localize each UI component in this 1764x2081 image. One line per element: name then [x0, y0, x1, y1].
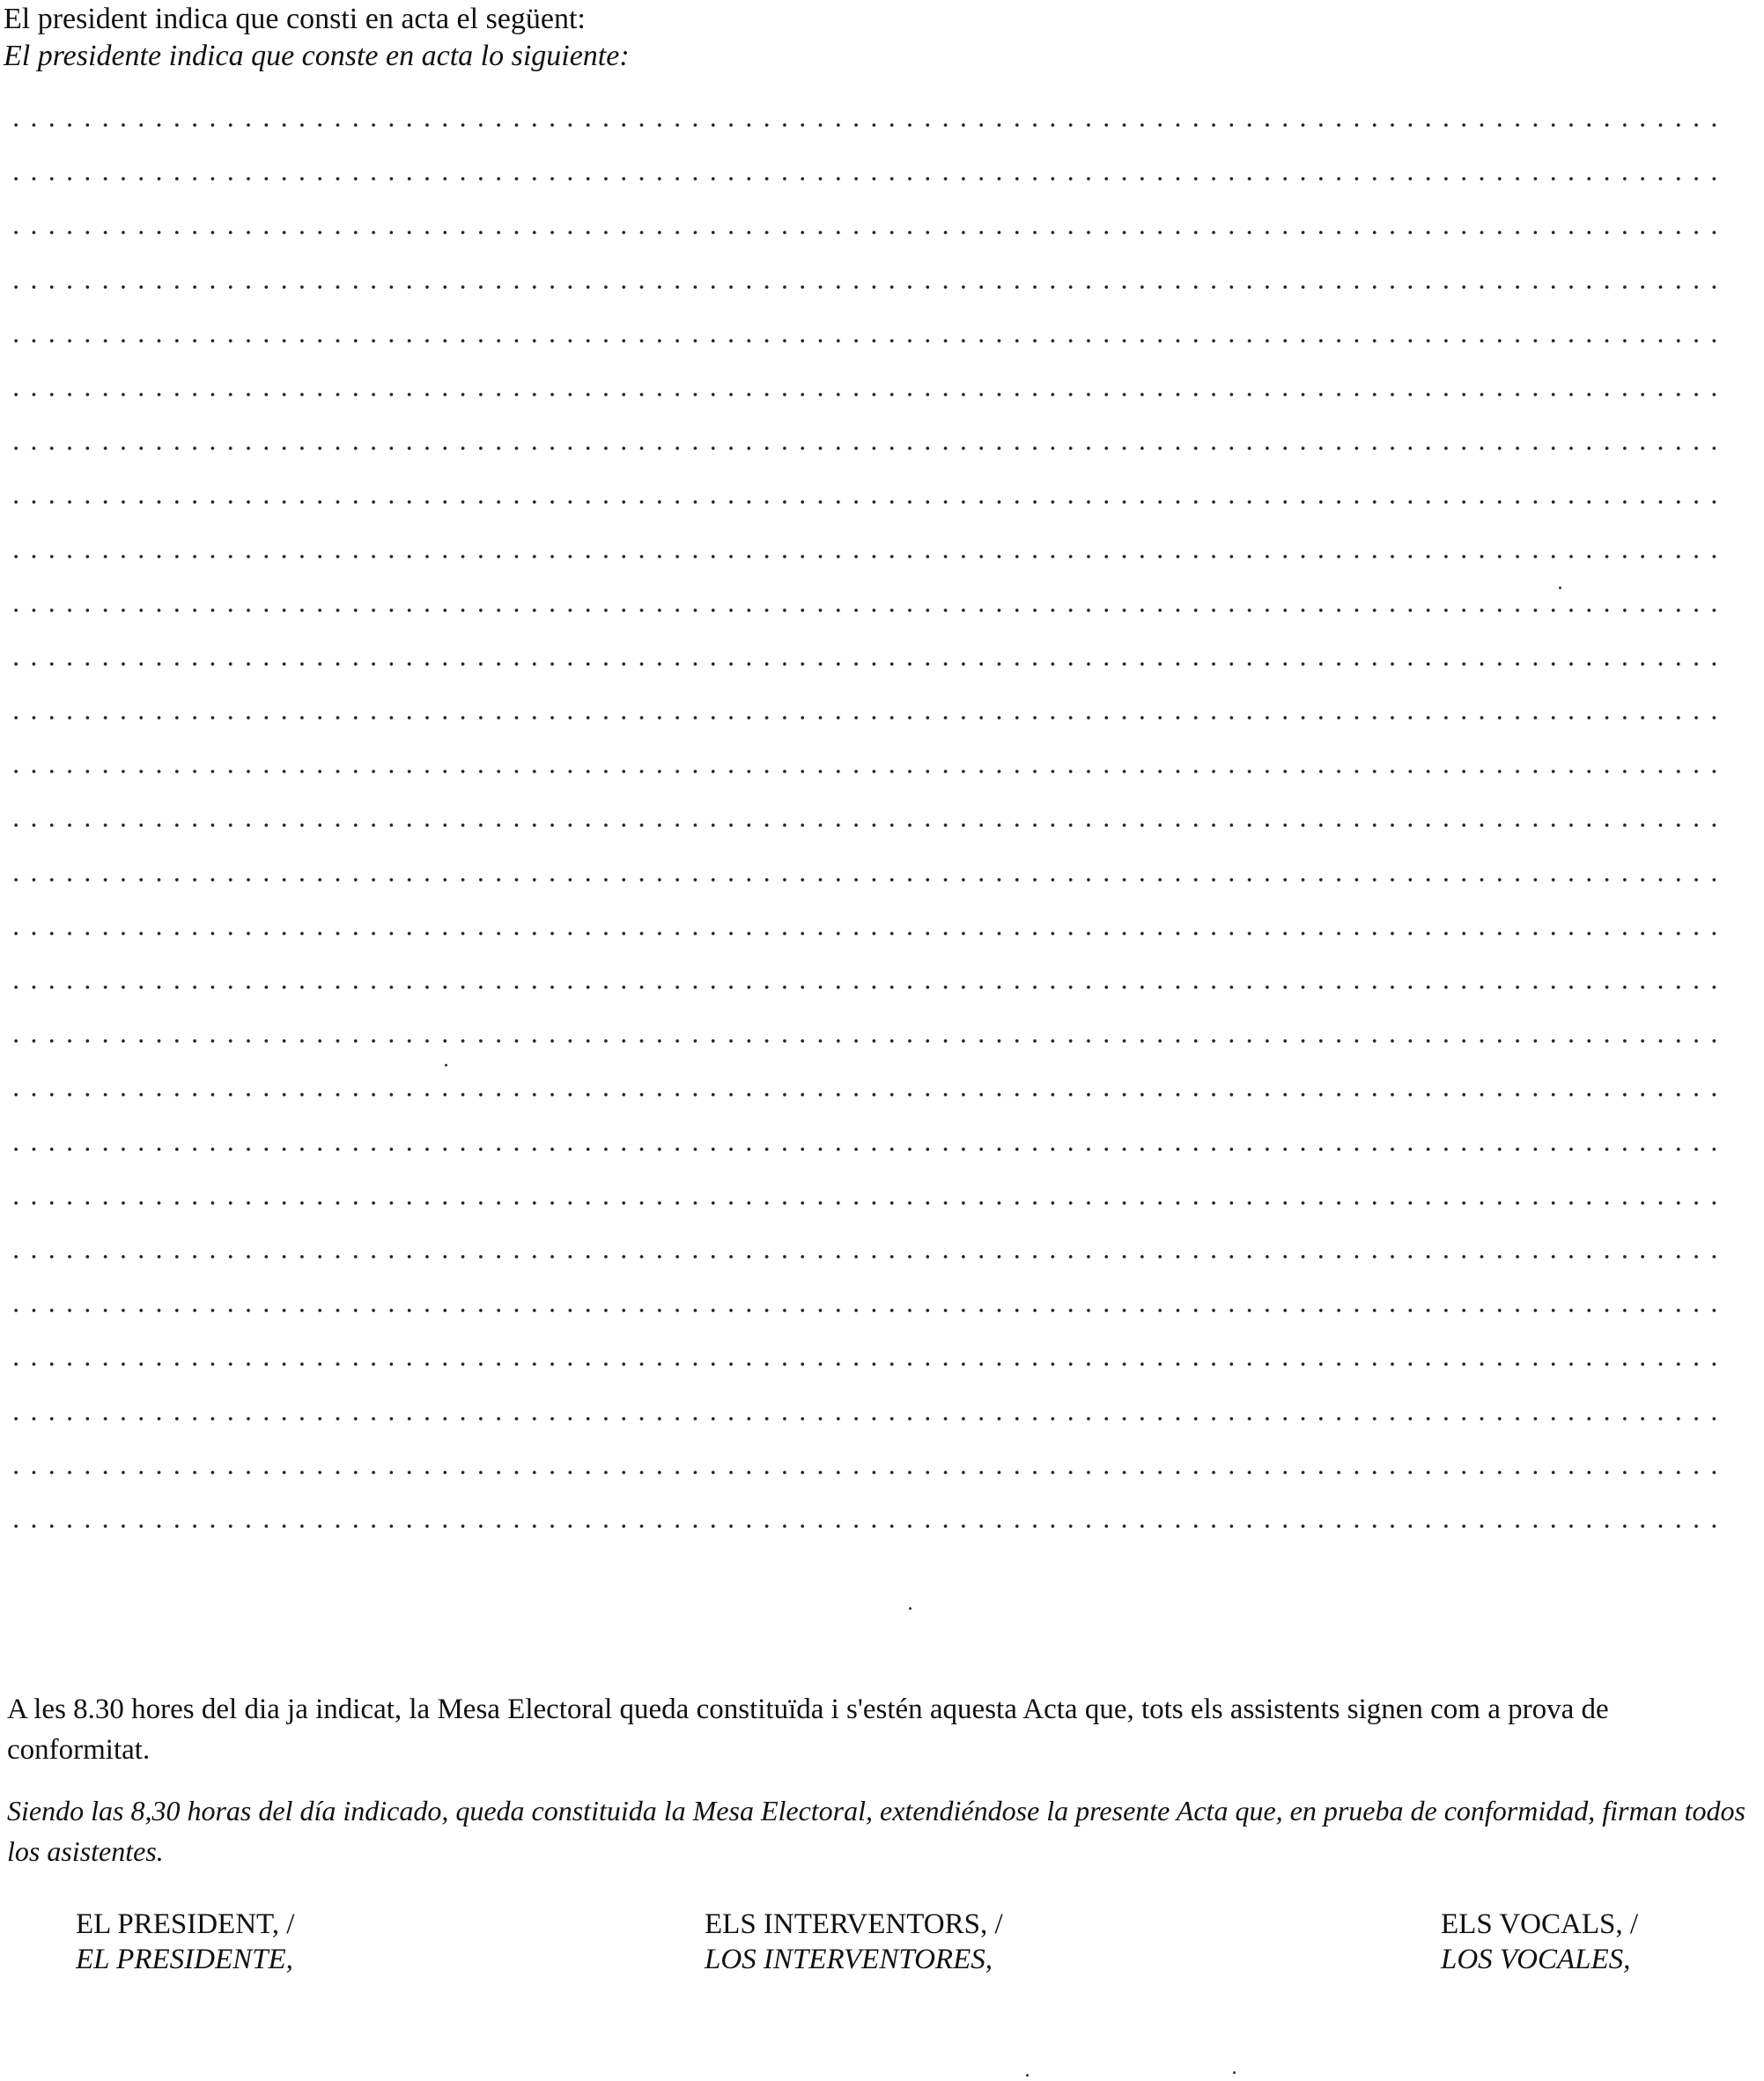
dotted-line: [7, 123, 1724, 127]
dotted-line: [7, 1362, 1724, 1366]
dotted-line: [7, 393, 1724, 396]
signature-label-catalan: ELS VOCALS, /: [1441, 1908, 1639, 1940]
dotted-line: [7, 878, 1724, 882]
scan-speck: [909, 1607, 912, 1610]
dotted-line: [7, 339, 1724, 343]
dotted-line: [7, 231, 1724, 234]
dotted-line: [7, 446, 1724, 450]
signature-label-spanish: LOS INTERVENTORES,: [705, 1944, 993, 1975]
dotted-line: [7, 1093, 1724, 1096]
dotted-line: [7, 1524, 1724, 1528]
dotted-line: [7, 177, 1724, 181]
heading-catalan: El president indica que consti en acta el següent:: [4, 3, 586, 35]
closing-text-catalan: A les 8.30 hores del dia ja indicat, la Mesa Electoral queda constituïda i s'estén aquesta Acta que, tots els assistents signen com a prova de conformitat.: [7, 1694, 1609, 1766]
dotted-line: [7, 985, 1724, 989]
dotted-line: [7, 1039, 1724, 1043]
dotted-line: [7, 1255, 1724, 1258]
dotted-line: [7, 285, 1724, 289]
dotted-line: [7, 823, 1724, 827]
closing-text-spanish: Siendo las 8,30 horas del día indicado, queda constituida la Mesa Electoral, extendiéndose la presente Acta que, en prueba de conformidad, firman todos los asistentes.: [7, 1795, 1746, 1867]
scan-speck: [1026, 2074, 1029, 2077]
signature-block-president: [76, 1907, 294, 1977]
signature-label-spanish: LOS VOCALES,: [1441, 1944, 1631, 1975]
scan-speck: [1559, 587, 1561, 589]
dotted-line: [7, 1417, 1724, 1421]
signature-label-catalan: ELS INTERVENTORS, /: [705, 1908, 1003, 1940]
dotted-line: [7, 770, 1724, 773]
signature-label-catalan: EL PRESIDENT, /: [76, 1908, 295, 1940]
dotted-line: [7, 555, 1724, 558]
heading-spanish: El presidente indica que conste en acta lo siguiente:: [4, 40, 630, 72]
dotted-line: [7, 1201, 1724, 1205]
scan-speck: [1233, 2071, 1236, 2074]
signature-block-vocals: [1441, 1907, 1638, 1977]
dotted-writing-area: [7, 123, 1724, 1578]
dotted-line: [7, 716, 1724, 719]
dotted-line: [7, 1309, 1724, 1312]
dotted-line: [7, 932, 1724, 935]
dotted-line: [7, 1471, 1724, 1474]
dotted-line: [7, 1148, 1724, 1151]
signature-block-interventors: [705, 1907, 1003, 1977]
scan-speck: [445, 1064, 447, 1066]
dotted-line: [7, 609, 1724, 612]
dotted-line: [7, 662, 1724, 666]
signature-label-spanish: EL PRESIDENTE,: [76, 1944, 293, 1975]
dotted-line: [7, 500, 1724, 504]
